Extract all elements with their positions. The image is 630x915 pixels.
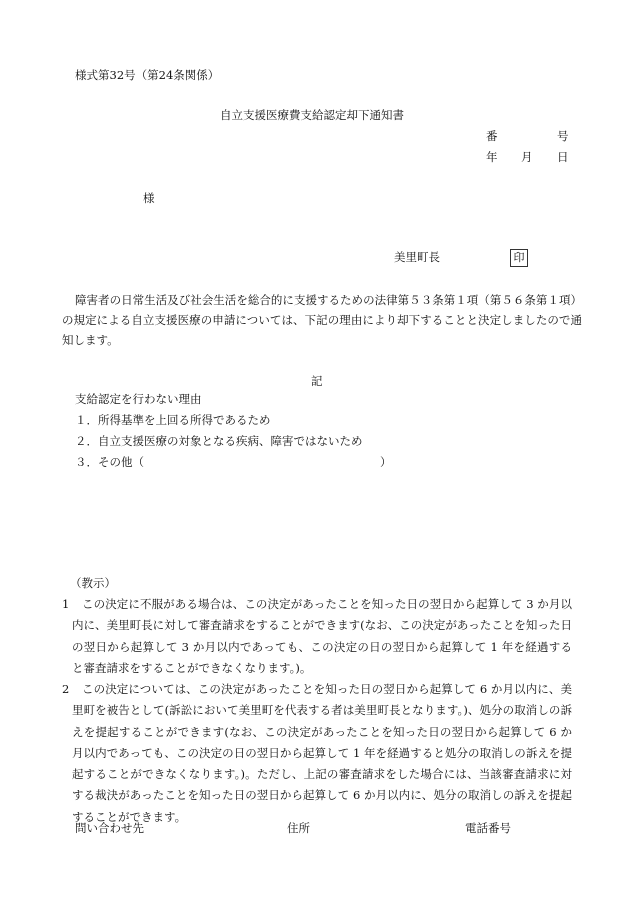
number-prefix: 番 <box>486 129 498 143</box>
number-suffix: 号 <box>557 129 569 143</box>
body-paragraph: 障害者の日常生活及び社会生活を総合的に支援するための法律第５３条第１項（第５６条第１項）の規定による自立支援医療の申請については、下記の理由により却下することと決定しましたので通知します。 <box>62 293 582 347</box>
contact-phone-label: 電話番号 <box>465 821 511 835</box>
reason-item-3: ３．その他（ <box>75 455 144 469</box>
form-label: 様式第32号（第24条関係） <box>75 68 220 82</box>
note-text: この決定に不服がある場合は、この決定があったことを知った日の翌日から起算して 3 か月以内に、美里町長に対して審査請求をすることができます(なお、この決定があったことを知った日の翌日から起算して 3 か月以内であっても、この決定の日の翌日から起算して 1 年を経過すると審査請求をすることができなくなります。)。 <box>72 597 572 675</box>
contact-address-label: 住所 <box>287 821 310 835</box>
date-day: 日 <box>557 150 569 164</box>
instruction-note-1 <box>62 594 572 679</box>
reason-item-2: ２．自立支援医療の対象となる疾病、障害ではないため <box>75 434 363 448</box>
reasons-heading: 支給認定を行わない理由 <box>75 392 202 406</box>
reason-item-1: １．所得基準を上回る所得であるため <box>75 413 271 427</box>
issuer-name: 美里町長 <box>394 250 440 264</box>
date-year: 年 <box>486 150 498 164</box>
seal-mark: 印 <box>510 249 528 267</box>
instruction-heading: （教示） <box>70 576 116 590</box>
note-number: 2 <box>62 682 70 696</box>
contact-label: 問い合わせ先 <box>75 821 144 835</box>
document-title: 自立支援医療費支給認定却下通知書 <box>220 108 404 122</box>
note-text: この決定については、この決定があったことを知った日の翌日から起算して 6 か月以内に、美里町を被告として(訴訟において美里町を代表する者は美里町長となります。)、処分の取消しの訴えを提起することができます(なお、この決定があったことを知った日の翌日から起算して 6 か月以内であっても、この決定の日の翌日から起算して 1 年を経過すると処分の取消しの訴えを提起することができなくなります。)。ただし、上記の審査請求をした場合には、当該審査請求に対する裁決があったことを知った日の翌日から起算して 6 か月以内に、処分の取消しの訴えを提起することができます。 <box>72 682 572 824</box>
note-number: 1 <box>62 597 70 611</box>
recipient-suffix: 様 <box>143 191 155 205</box>
instruction-note-2 <box>62 679 572 828</box>
reason-other-close: ） <box>380 455 392 469</box>
ki-heading: 記 <box>311 374 323 388</box>
date-month: 月 <box>521 150 533 164</box>
